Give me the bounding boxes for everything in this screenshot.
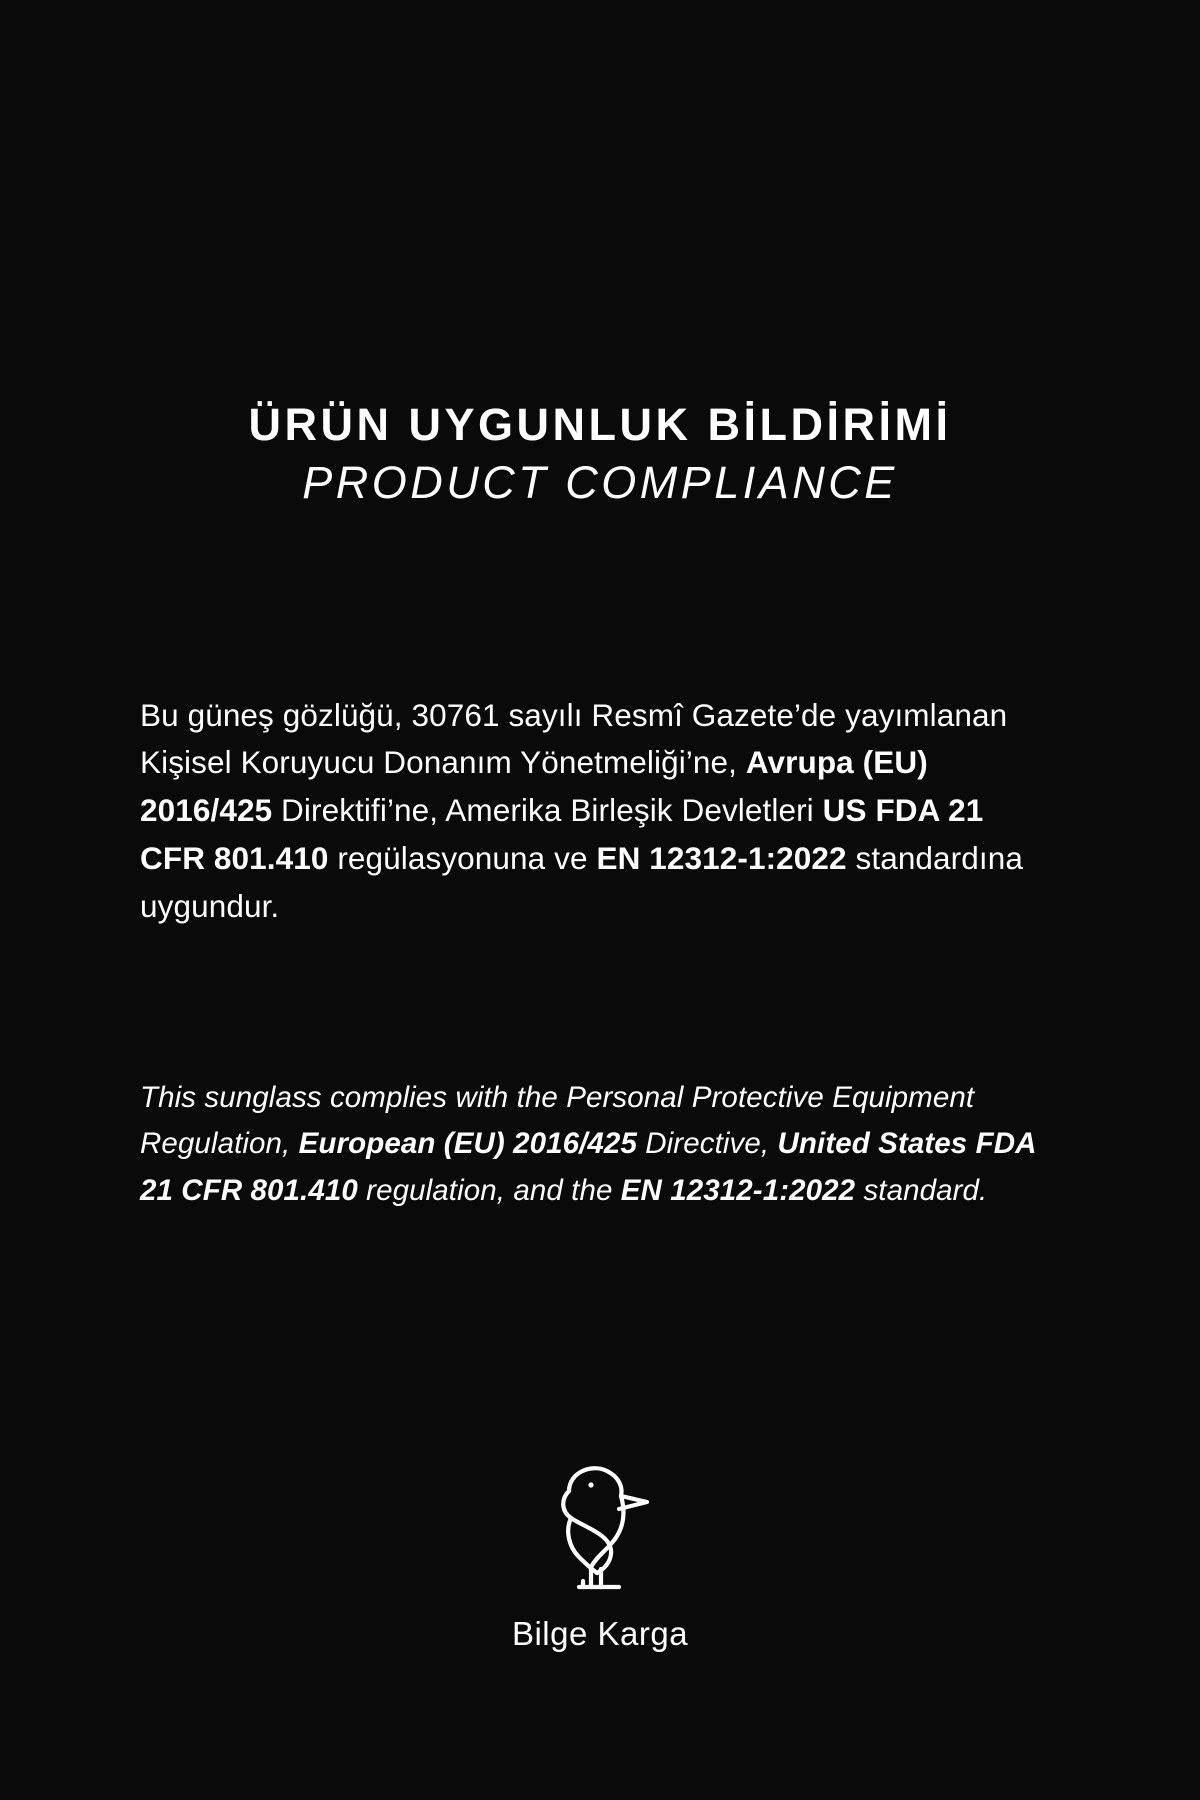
page-title [140,400,1060,507]
brand-block [140,1455,1060,1653]
compliance-paragraph-english: This sunglass complies with the Personal Protective Equipment Regulation, European (EU) 2016/425 Directive, United States FDA 21 CFR 801.410 regulation, and the EN 12312-1:2022 standard. [140,1080,1036,1207]
title-turkish: ÜRÜN UYGUNLUK BİLDİRİMİ [248,399,952,450]
compliance-paragraph-turkish: Bu güneş gözlüğü, 30761 sayılı Resmî Gazete’de yayımlanan Kişisel Koruyucu Donanım Yönetmeliği’ne, Avrupa (EU) 2016/425 Direktifi’ne, Amerika Birleşik Devletleri US FDA 21 CFR 801.410 regülasyonuna ve EN 12312-1:2022 standardına uygundur. [140,696,1023,924]
crow-icon [535,1455,665,1605]
brand-name: Bilge Karga [511,1615,689,1652]
title-english: PRODUCT COMPLIANCE [302,456,898,508]
page-content [140,0,1060,1800]
